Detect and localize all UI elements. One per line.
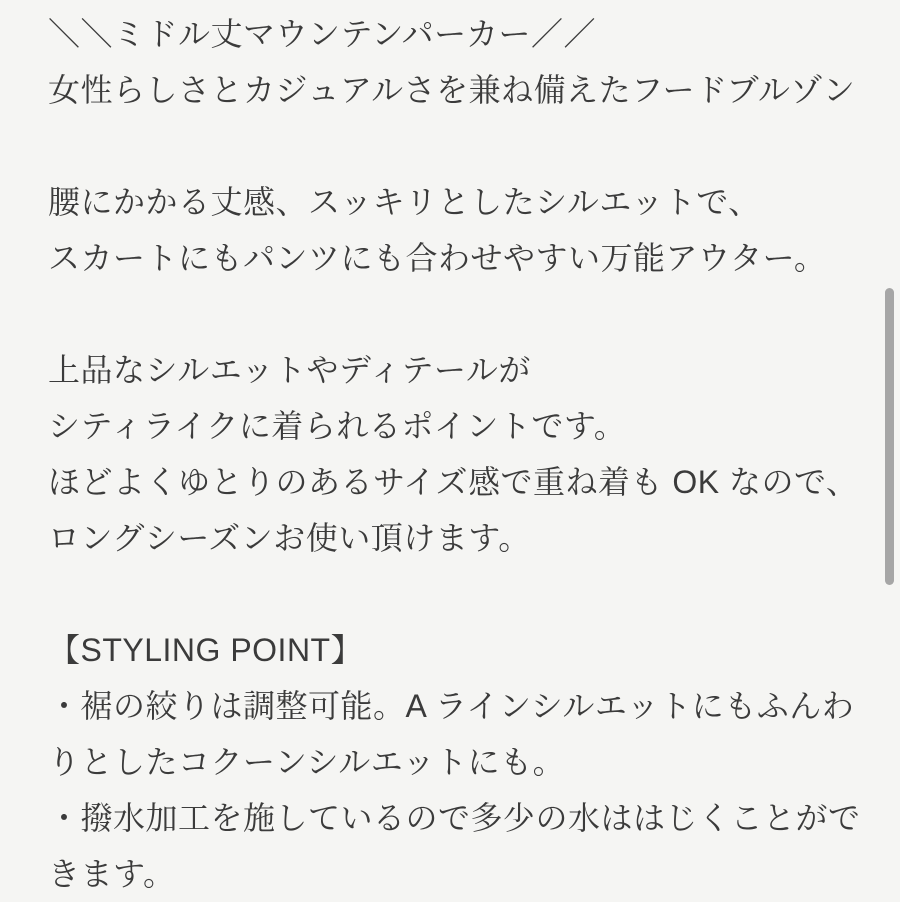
description-line: 上品なシルエットやディテールが bbox=[48, 352, 531, 388]
description-line: ロングシーズンお使い頂けます。 bbox=[48, 520, 531, 556]
description-line: スカートにもパンツにも合わせやすい万能アウター。 bbox=[48, 240, 827, 276]
styling-point-item-continuation: りとしたコクーンシルエットにも。 bbox=[48, 744, 566, 780]
styling-point-item: ・撥水加工を施しているので多少の水ははじくことがで bbox=[48, 800, 861, 836]
blank-line bbox=[48, 286, 856, 342]
styling-point-heading: 【STYLING POINT】 bbox=[48, 632, 364, 668]
styling-point-item: ・裾の絞りは調整可能。A ラインシルエットにもふんわ bbox=[48, 688, 855, 724]
blank-line bbox=[48, 566, 856, 622]
scrollbar-thumb[interactable] bbox=[885, 288, 894, 585]
description-line: 女性らしさとカジュアルさを兼ね備えたフードブルゾン bbox=[48, 72, 856, 108]
blank-line bbox=[48, 118, 856, 174]
description-line: 腰にかかる丈感、スッキリとしたシルエットで、 bbox=[48, 184, 761, 220]
description-line: ほどよくゆとりのあるサイズ感で重ね着も OK なので、 bbox=[48, 464, 859, 500]
description-line: シティライクに着られるポイントです。 bbox=[48, 408, 627, 444]
styling-point-item-continuation: きます。 bbox=[48, 856, 176, 892]
description-title-line: ＼＼ミドル丈マウンテンパーカー／／ bbox=[48, 16, 597, 52]
